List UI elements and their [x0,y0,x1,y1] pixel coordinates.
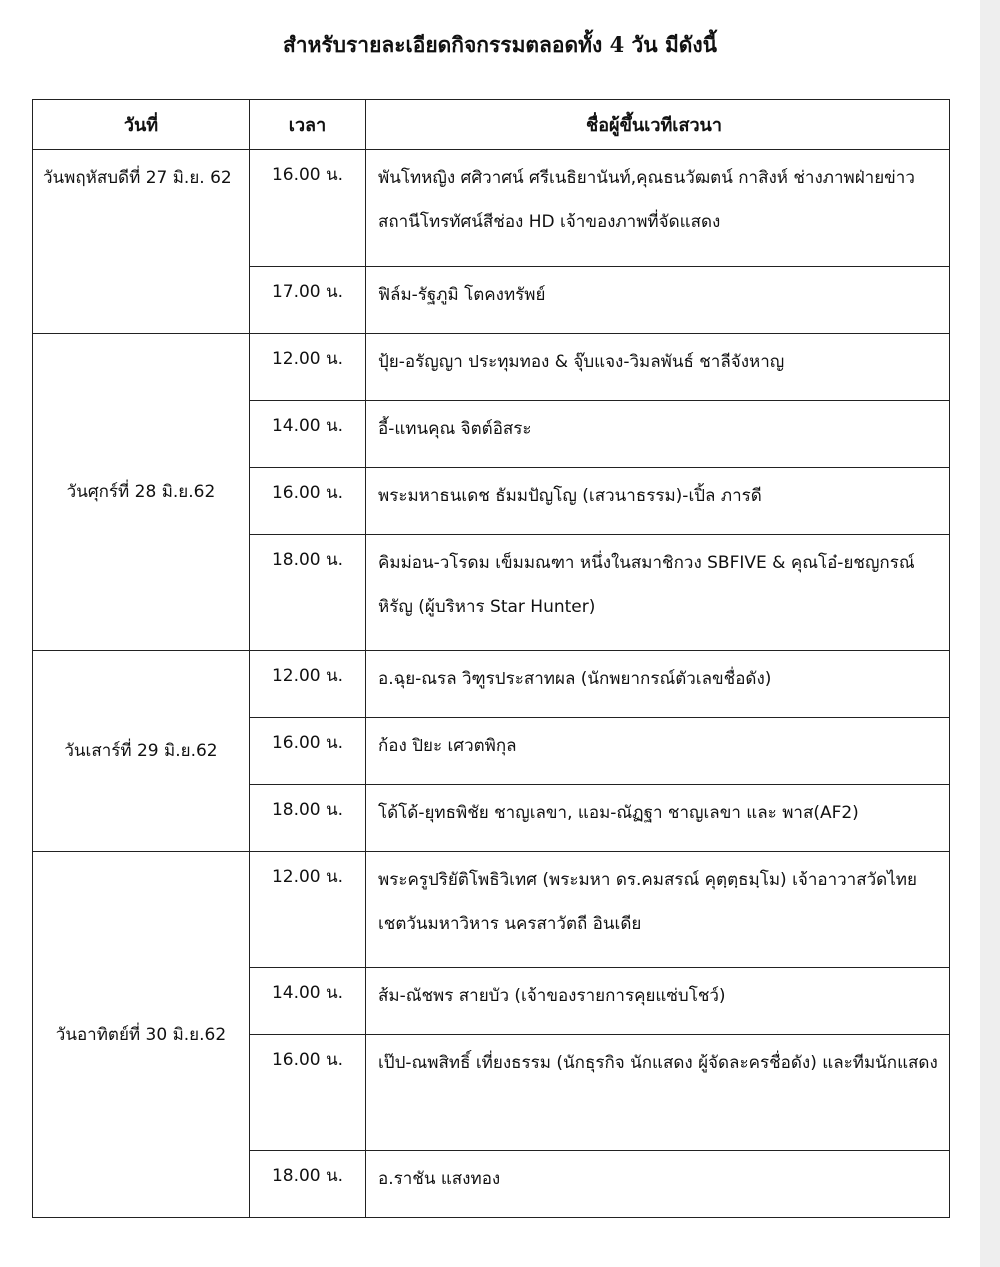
session-detail: โด้โด้-ยุทธพิชัย ชาญเลขา, แอม-ณัฏฐา ชาญเลขา และ พาส(AF2) [366,785,950,852]
session-time: 17.00 น. [250,267,366,334]
table-row [33,150,950,267]
page-title: สำหรับรายละเอียดกิจกรรมตลอดทั้ง 4 วัน มีดังนี้ [282,32,718,57]
session-time: 18.00 น. [250,785,366,852]
session-detail: ส้ม-ณัชพร สายบัว (เจ้าของรายการคุยแซ่บโชว์) [366,968,950,1035]
table-row [33,334,950,401]
session-time: 18.00 น. [250,1151,366,1218]
session-detail: ก้อง ปิยะ เศวตพิกุล [366,718,950,785]
day-label: วันพฤหัสบดีที่ 27 มิ.ย. 62 [33,150,250,334]
table-row [33,852,950,968]
session-detail: พระมหาธนเดช ธัมมปัญโญ (เสวนาธรรม)-เปิ้ล ภารดี [366,468,950,535]
session-detail: อ.ฉุย-ณรล วิฑูรประสาทผล (นักพยากรณ์ตัวเลขชื่อดัง) [366,651,950,718]
session-detail: ปุ้ย-อรัญญา ประทุมทอง & จุ๊บแจง-วิมลพันธ์ ชาลีจังหาญ [366,334,950,401]
session-detail: อี้-แทนคุณ จิตต์อิสระ [366,401,950,468]
table-header-row [33,100,950,150]
page-edge-strip [980,0,1000,1267]
table-row [33,651,950,718]
session-time: 16.00 น. [250,1035,366,1151]
day-label: วันศุกร์ที่ 28 มิ.ย.62 [33,334,250,651]
session-time: 14.00 น. [250,968,366,1035]
session-time: 18.00 น. [250,535,366,651]
header-time: เวลา [250,100,366,150]
session-time: 16.00 น. [250,468,366,535]
session-detail: เป๊ป-ณพสิทธิ์ เที่ยงธรรม (นักธุรกิจ นักแสดง ผู้จัดละครชื่อดัง) และทีมนักแสดง [366,1035,950,1151]
session-detail: อ.ราชัน แสงทอง [366,1151,950,1218]
session-detail: ฟิล์ม-รัฐภูมิ โตคงทรัพย์ [366,267,950,334]
session-detail: พระครูปริยัติโพธิวิเทศ (พระมหา ดร.คมสรณ์ คุตฺตฺธมฺโม) เจ้าอาวาสวัดไทยเชตวันมหาวิหาร นครสาวัตถี อินเดีย [366,852,950,968]
session-time: 16.00 น. [250,150,366,267]
header-detail: ชื่อผู้ขึ้นเวทีเสวนา [366,100,950,150]
session-time: 16.00 น. [250,718,366,785]
schedule-table [32,99,950,1218]
session-time: 14.00 น. [250,401,366,468]
session-time: 12.00 น. [250,334,366,401]
session-detail: พันโทหญิง ศศิวาศน์ ศรีเนธิยานันท์,คุณธนวัฒตน์ กาสิงห์ ช่างภาพฝ่ายข่าว สถานีโทรทัศน์สีช่อง HD เจ้าของภาพที่จัดแสดง [366,150,950,267]
session-detail: คิมม่อน-วโรดม เข็มมณฑา หนึ่งในสมาชิกวง SBFIVE & คุณโอ๋-ยชญกรณ์หิรัญ (ผู้บริหาร Star Hunter) [366,535,950,651]
day-label: วันอาทิตย์ที่ 30 มิ.ย.62 [33,852,250,1218]
session-time: 12.00 น. [250,651,366,718]
day-label: วันเสาร์ที่ 29 มิ.ย.62 [33,651,250,852]
session-time: 12.00 น. [250,852,366,968]
header-day: วันที่ [33,100,250,150]
